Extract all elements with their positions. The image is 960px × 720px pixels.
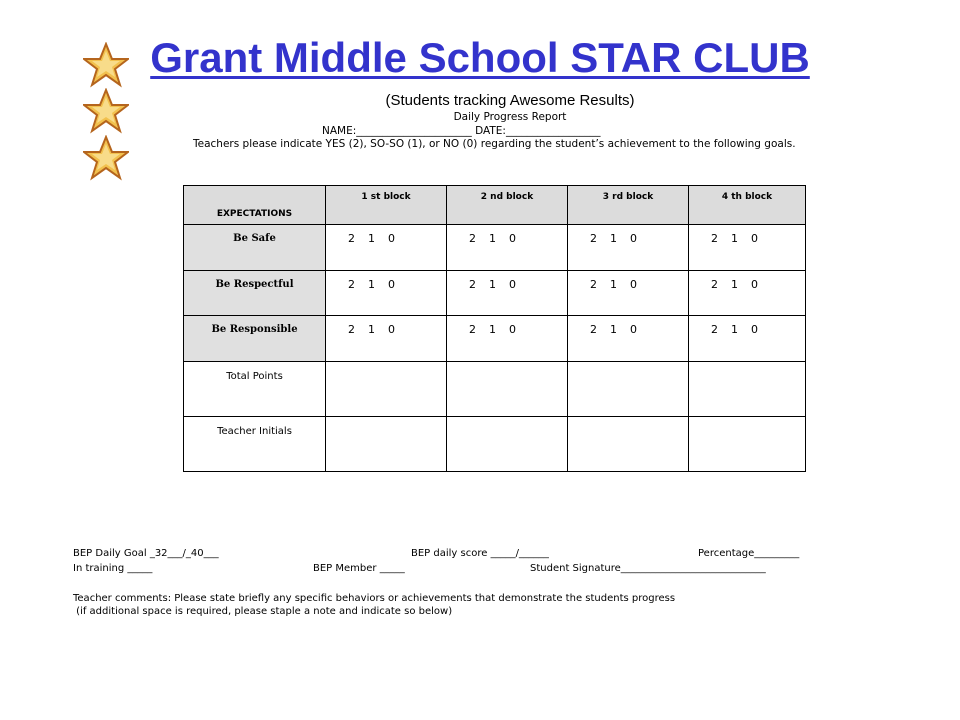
teacher-initials-label: Teacher Initials	[184, 417, 326, 472]
bep-daily-score: BEP daily score _____/______	[411, 548, 549, 559]
percentage: Percentage_________	[698, 548, 800, 559]
bep-daily-goal: BEP Daily Goal _32___/_40___	[73, 548, 219, 559]
star-icon	[83, 135, 129, 181]
column-header: 4 th block	[689, 186, 806, 225]
score-cell[interactable]: 2 1 0	[326, 316, 447, 362]
teacher-comments: Teacher comments: Please state briefly any specific behaviors or achievements that demonstrate the students progress	[73, 593, 676, 604]
name-date-line: NAME:______________________ DATE:__________________	[322, 125, 601, 137]
total-points-cell[interactable]	[326, 362, 447, 417]
score-cell[interactable]: 2 1 0	[689, 271, 806, 316]
score-cell[interactable]: 2 1 0	[447, 316, 568, 362]
table-row	[184, 362, 806, 417]
score-cell[interactable]: 2 1 0	[689, 225, 806, 271]
column-header: 3 rd block	[568, 186, 689, 225]
column-header: 1 st block	[326, 186, 447, 225]
teacher-initials-cell[interactable]	[447, 417, 568, 472]
score-cell[interactable]: 2 1 0	[447, 225, 568, 271]
table-row	[184, 417, 806, 472]
table-row	[184, 225, 806, 271]
score-cell[interactable]: 2 1 0	[568, 316, 689, 362]
page-subtitle: (Students tracking Awesome Results)	[385, 92, 635, 109]
page-title: Grant Middle School STAR CLUB	[150, 34, 810, 81]
in-training: In training _____	[73, 563, 153, 574]
total-points-cell[interactable]	[568, 362, 689, 417]
total-points-label: Total Points	[184, 362, 326, 417]
teacher-comments-note: (if additional space is required, please staple a note and indicate so below)	[73, 606, 453, 617]
progress-table	[183, 185, 806, 472]
total-points-cell[interactable]	[447, 362, 568, 417]
report-label: Daily Progress Report	[453, 111, 567, 123]
student-signature: Student Signature_____________________________	[530, 563, 766, 574]
teacher-initials-cell[interactable]	[326, 417, 447, 472]
expectations-header: EXPECTATIONS	[184, 186, 326, 225]
score-cell[interactable]: 2 1 0	[689, 316, 806, 362]
row-label: Be Responsible	[184, 316, 326, 362]
score-cell[interactable]: 2 1 0	[447, 271, 568, 316]
score-cell[interactable]: 2 1 0	[568, 271, 689, 316]
row-label: Be Respectful	[184, 271, 326, 316]
teacher-initials-cell[interactable]	[689, 417, 806, 472]
table-row	[184, 271, 806, 316]
row-label: Be Safe	[184, 225, 326, 271]
bep-member: BEP Member _____	[313, 563, 405, 574]
teacher-initials-cell[interactable]	[568, 417, 689, 472]
score-cell[interactable]: 2 1 0	[568, 225, 689, 271]
instructions: Teachers please indicate YES (2), SO-SO (1), or NO (0) regarding the student’s achievement to the following goals.	[193, 138, 796, 150]
score-cell[interactable]: 2 1 0	[326, 271, 447, 316]
column-header: 2 nd block	[447, 186, 568, 225]
score-cell[interactable]: 2 1 0	[326, 225, 447, 271]
total-points-cell[interactable]	[689, 362, 806, 417]
table-row	[184, 316, 806, 362]
